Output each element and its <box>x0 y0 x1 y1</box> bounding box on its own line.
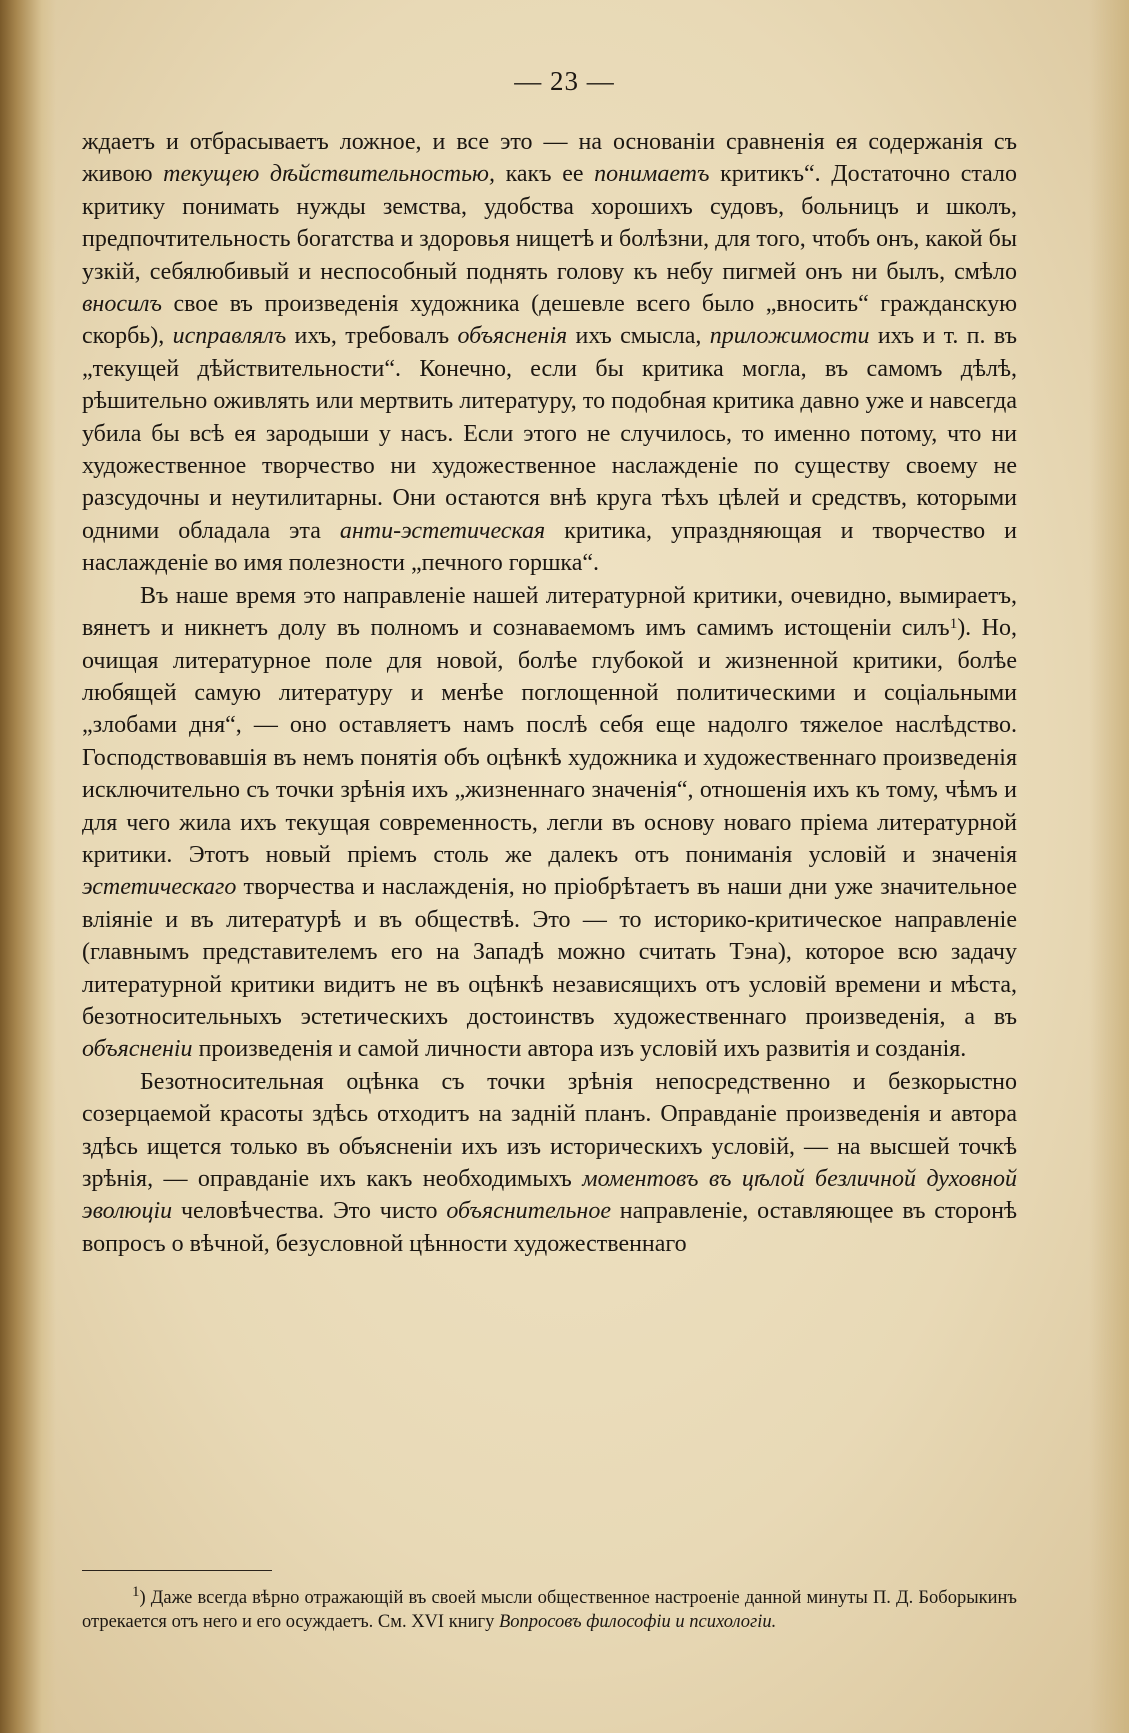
footnote-marker: 1 <box>132 1584 140 1600</box>
text-run: критикъ“. Достаточно стало критику понимать нужды земства, удобства хорошихъ судовъ, больницъ и школъ, предпочтительность богатства и здоровья нищетѣ и болѣзни, для того, чтобъ онъ, какой бы узкій, себялюбивый и неспособный поднять голову къ небу пигмей онъ ни былъ, смѣло <box>82 161 1018 285</box>
text-run: ихъ, требовалъ <box>286 323 458 350</box>
text-run: ) Даже всегда вѣрно отражающій въ своей мысли общественное настроеніе данной минуты П. Д. Боборыкинъ отрекается отъ него и его осуждаетъ. См. XVI книгу <box>82 1588 1017 1632</box>
text-run: Въ наше время это направленіе нашей литературной критики, очевидно, вымираетъ, вянетъ и никнетъ долу въ полномъ и сознаваемомъ имъ самимъ истощеніи силъ <box>82 582 1017 642</box>
italic-text: исправлялъ <box>172 323 287 350</box>
text-run: направленіе, оставляющее въ сторонѣ вопросъ о вѣчной, безусловной цѣнности художественнаго <box>82 1198 1017 1257</box>
footnote-reference: 1 <box>949 616 958 633</box>
italic-text: Вопросовъ философіи и психологіи. <box>498 1612 777 1632</box>
text-run: человѣчества. Это чисто <box>172 1198 447 1225</box>
italic-text: приложимости <box>709 323 870 350</box>
text-run: свое въ произведенія художника (дешевле всего было „вносить“ гражданскую скорбь), <box>82 291 1017 350</box>
paragraph-1 <box>82 126 1017 580</box>
paragraph-3 <box>82 1066 1017 1260</box>
footnote-text <box>82 1586 1017 1634</box>
italic-text: объясненія <box>457 323 568 350</box>
text-run: произведенія и самой личности автора изъ условій ихъ развитія и созданія. <box>192 1036 967 1063</box>
text-run: какъ ее <box>494 161 595 188</box>
page-number: — 23 — <box>514 66 615 96</box>
text-run: ждаетъ и отбрасываетъ ложное, и все это — на основаніи сравненія ея содержанія съ живою <box>82 129 1017 188</box>
text-run: ихъ и т. п. въ „текущей дѣйствительности“. Конечно, если бы критика могла, въ самомъ дѣлѣ, рѣшительно оживлять или мертвить литературу, то подобная критика давно уже и навсегда убила бы всѣ ея зародыши у насъ. Если этого не случилось, то именно потому, что ни художественное творчество ни художественное наслажденіе по существу своему не разсудочны и неутилитарны. Они остаются внѣ круга тѣхъ цѣлей и средствъ, которыми одними обладала эта <box>82 323 1017 544</box>
page-binding-shadow <box>0 0 56 1733</box>
text-run: ихъ смысла, <box>567 323 710 350</box>
italic-text: вносилъ <box>82 291 162 318</box>
text-run: ). Но, очищая литературное поле для новой, болѣе глубокой и жизненной критики, болѣе любящей самую литературу и менѣе поглощенной политическими и соціальными „злобами дня“, — оно оставляетъ намъ послѣ себя еще надолго тяжелое наслѣдство. Господствовавшія въ немъ понятія объ оцѣнкѣ художника и художественнаго произведенія исключительно съ точки зрѣнія ихъ „жизненнаго значенія“, отношенія ихъ къ тому, чѣмъ и для чего жила ихъ текущая современность, легли въ основу новаго пріема литературной критики. Этотъ новый пріемъ столь же далекъ отъ пониманія условій и значенія <box>82 615 1017 868</box>
italic-text: понимаетъ <box>594 161 710 188</box>
footnote <box>82 1586 1017 1634</box>
italic-text: эстетическаго <box>82 874 237 901</box>
text-run: Безотносительная оцѣнка съ точки зрѣнія непосредственно и безкорыстно созерцаемой красоты здѣсь отходитъ на задній планъ. Оправданіе произведенія и автора здѣсь ищется только въ объясненіи ихъ изъ историческихъ условій, — на высшей точкѣ зрѣнія, — оправданіе ихъ какъ необходимыхъ <box>82 1068 1017 1192</box>
paragraph-2 <box>82 580 1017 1066</box>
footnote-divider <box>82 1570 272 1571</box>
text-run: критика, упраздняющая и творчество и наслажденіе во имя полезности „печного горшка“. <box>82 517 1017 577</box>
italic-text: объясненіи <box>82 1036 193 1063</box>
main-text <box>82 126 1017 1260</box>
page-edge-shadow <box>1089 0 1129 1733</box>
text-run: творчества и наслажденія, но пріобрѣтаетъ въ наши дни уже значительное вліяніе и въ литературѣ и въ обществѣ. Это — то историко-критическое направленіе (главнымъ представителемъ его на Западѣ можно считать Тэна), которое всю задачу литературной критики видитъ не въ оцѣнкѣ независящихъ отъ условій времени и мѣста, безотносительныхъ эстетическихъ достоинствъ художественнаго произведенія, а въ <box>82 874 1017 1030</box>
italic-text: анти-эстетическая <box>339 517 546 544</box>
italic-text: моментовъ въ цѣлой безличной духовной эволюціи <box>82 1166 1017 1225</box>
italic-text: объяснительное <box>446 1198 611 1225</box>
italic-text: текущею дѣйствительностью, <box>163 161 495 188</box>
